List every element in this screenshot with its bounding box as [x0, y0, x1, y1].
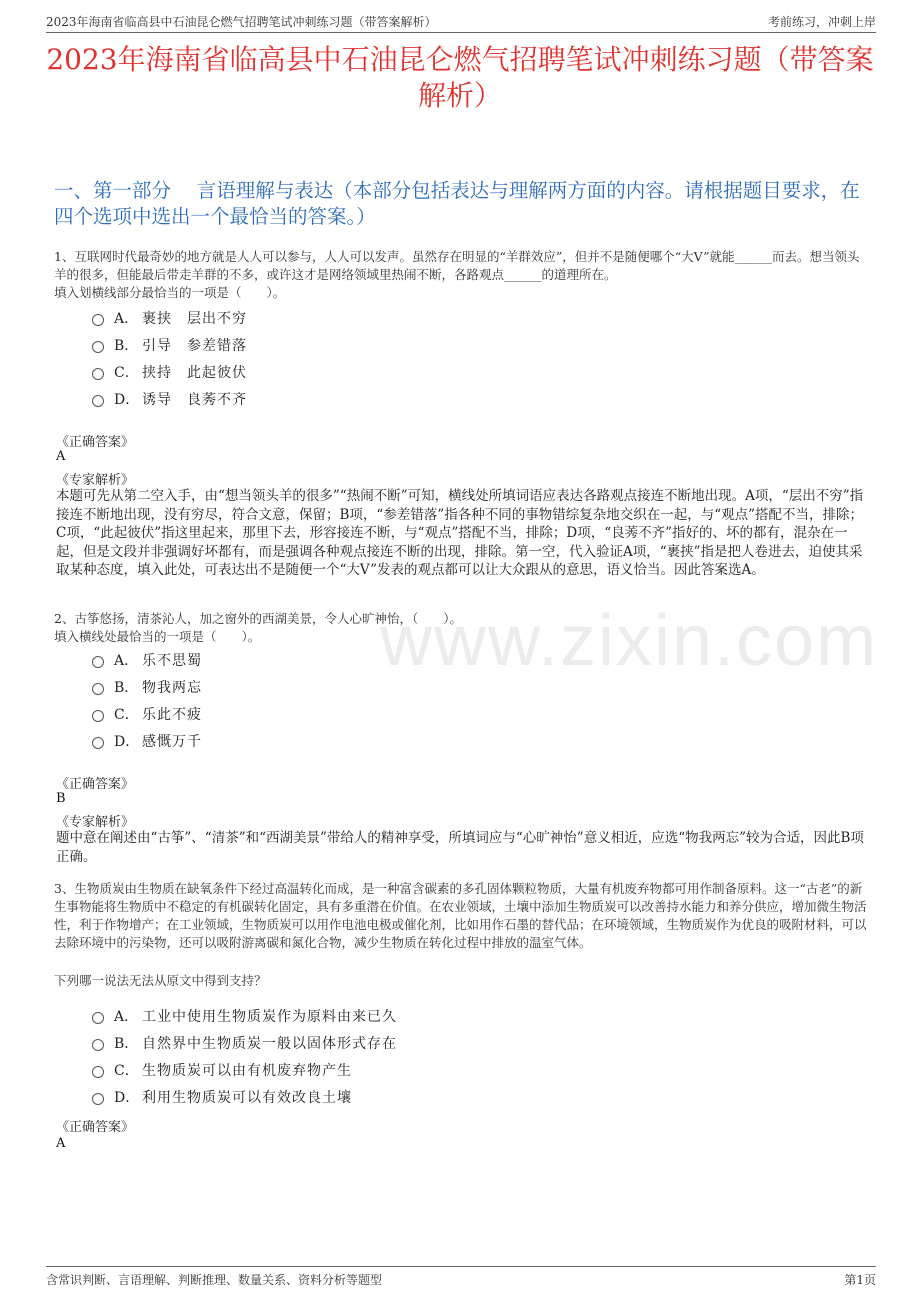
question-3-option-d[interactable]: D． 利用生物质炭可以有效改良土壤 — [92, 1083, 397, 1110]
question-3-option-c[interactable]: C． 生物质炭可以由有机废弃物产生 — [92, 1056, 397, 1083]
question-2-option-c[interactable]: C． 乐此不疲 — [92, 700, 202, 727]
question-1-stem: 1、互联网时代最奇妙的地方就是人人可以参与，人人可以发声。虽然存在明显的“羊群效应”，但并不是随便哪个“大V”就能______而去。想当领头羊的很多，但能最后带走羊群的不多，或许这才是网络领域里热闹不断，各路观点______的道理所在。 — [54, 249, 860, 282]
section-heading: 一、第一部分 言语理解与表达（本部分包括表达与理解两方面的内容。请根据题目要求，在四个选项中选出一个最恰当的答案。） — [54, 179, 860, 228]
question-1-analysis: 本题可先从第二空入手，由“想当领头羊的很多”“热闹不断”可知，横线处所填词语应表达各路观点接连不断地出现。A项，“层出不穷”指接连不断地出现，没有穷尽，符合文意，保留；B项，“参差错落”指各种不同的事物错综复杂地交织在一起，与“观点”搭配不当，排除；C项，“此起彼伏”指这里起来，那里下去，形容接连不断，与“观点”搭配不当，排除；D项，“良莠不齐”指好的、坏的都有，混杂在一起，但是文段并非强调好坏都有，而是强调各种观点接连不断的出现，排除。第一空，代入验证A项，“裹挟”指是把人卷进去，迫使其采取某种态度，填入此处，可表达出不是随便一个“大V”发表的观点都可以让大众跟从的意思，语义恰当。因此答案选A。 — [56, 488, 864, 578]
question-1-option-c[interactable]: C． 挟持 此起彼伏 — [92, 358, 247, 385]
question-2-answer-label: 《正确答案》 — [56, 777, 135, 792]
question-3-option-b[interactable]: B． 自然界中生物质炭一般以固体形式存在 — [92, 1029, 397, 1056]
radio-icon[interactable] — [92, 341, 104, 353]
question-3-options — [92, 1002, 397, 1110]
footer-note: 含常识判断、言语理解、判断推理、数量关系、资料分析等题型 — [46, 1273, 383, 1287]
question-1-option-a[interactable]: A． 裹挟 层出不穷 — [92, 304, 247, 331]
page-number: 第1页 — [844, 1273, 876, 1287]
question-1-options — [92, 304, 247, 412]
question-2-analysis-label: 《专家解析》 — [56, 815, 135, 830]
question-1-option-d[interactable]: D． 诱导 良莠不齐 — [92, 385, 247, 412]
question-3-option-a[interactable]: A． 工业中使用生物质炭作为原料由来已久 — [92, 1002, 397, 1029]
question-2-option-d[interactable]: D． 感慨万千 — [92, 727, 202, 754]
radio-icon[interactable] — [92, 1093, 104, 1105]
question-2-option-a[interactable]: A． 乐不思蜀 — [92, 646, 202, 673]
page-footer — [46, 1266, 876, 1289]
question-3-stem-block — [54, 880, 868, 952]
question-3-answer-label: 《正确答案》 — [56, 1120, 135, 1135]
radio-icon[interactable] — [92, 1066, 104, 1078]
radio-icon[interactable] — [92, 1039, 104, 1051]
radio-icon[interactable] — [92, 314, 104, 326]
question-2-options — [92, 646, 202, 754]
question-2-stem: 2、古筝悠扬，清茶沁人，加之窗外的西湖美景，令人心旷神怡，（ ）。 — [54, 611, 462, 626]
question-2-answer: B — [56, 791, 66, 806]
question-2-prompt: 填入横线处最恰当的一项是（ ）。 — [54, 629, 261, 644]
question-1-option-b[interactable]: B． 引导 参差错落 — [92, 331, 247, 358]
radio-icon[interactable] — [92, 1012, 104, 1024]
radio-icon[interactable] — [92, 368, 104, 380]
page-header — [46, 10, 876, 33]
question-1-answer: A — [56, 449, 66, 464]
question-1-analysis-label: 《专家解析》 — [56, 473, 135, 488]
radio-icon[interactable] — [92, 395, 104, 407]
question-3-stem: 3、生物质炭由生物质在缺氧条件下经过高温转化而成，是一种富含碳素的多孔固体颗粒物质，大量有机废弃物都可用作制备原料。这一“古老”的新生事物能将生物质中不稳定的有机碳转化固定，具有多重潜在价值。在农业领域，土壤中添加生物质炭可以改善持水能力和养分供应，增加微生物活性，利于作物增产；在工业领域，生物质炭可以用作电池电极或催化剂，比如用作石墨的替代品；在环境领域，生物质炭作为优良的吸附材料，可以去除环境中的污染物，还可以吸附游离碳和氮化合物，减少生物质在转化过程中排放的温室气体。 — [54, 881, 867, 950]
question-1-prompt: 填入划横线部分最恰当的一项是（ ）。 — [54, 285, 286, 300]
radio-icon[interactable] — [92, 737, 104, 749]
question-3-prompt-block — [54, 972, 868, 990]
question-3-prompt: 下列哪一说法无法从原文中得到支持？ — [54, 973, 267, 988]
header-title: 2023年海南省临高县中石油昆仑燃气招聘笔试冲刺练习题（带答案解析） — [46, 15, 437, 29]
question-1-answer-label: 《正确答案》 — [56, 435, 135, 450]
question-2-option-b[interactable]: B． 物我两忘 — [92, 673, 202, 700]
radio-icon[interactable] — [92, 683, 104, 695]
document-title: 2023年海南省临高县中石油昆仑燃气招聘笔试冲刺练习题（带答案解析） — [46, 43, 874, 112]
question-1-stem-block — [54, 248, 868, 302]
question-3-answer: A — [56, 1136, 66, 1151]
watermark: www.zixin.com — [380, 601, 879, 681]
header-slogan: 考前练习，冲刺上岸 — [767, 15, 876, 29]
radio-icon[interactable] — [92, 656, 104, 668]
question-2-stem-block — [54, 610, 868, 646]
radio-icon[interactable] — [92, 710, 104, 722]
question-2-analysis: 题中意在阐述由“古筝”、“清茶”和“西湖美景”带给人的精神享受，所填词应与“心旷神怡”意义相近，应选“物我两忘”较为合适，因此B项正确。 — [56, 830, 864, 865]
